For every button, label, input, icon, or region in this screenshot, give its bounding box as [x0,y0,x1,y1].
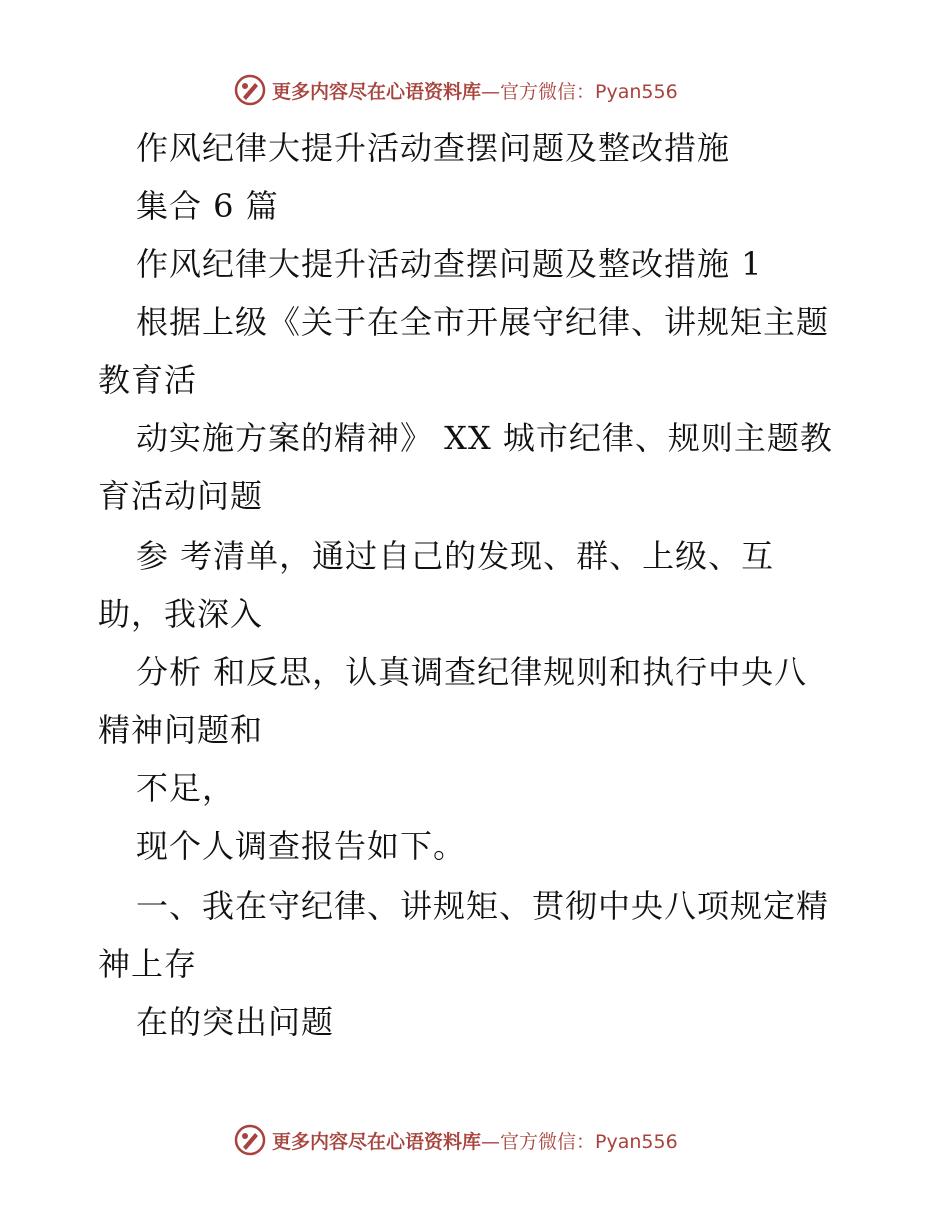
document-title-line-1: 作风纪律大提升活动查摆问题及整改措施 [136,129,731,167]
footer-banner-contact: —官方微信：Pyan556 [481,1130,678,1153]
paragraph-line: 不足， [136,769,236,807]
paragraph-line: 分析 和反思，认真调查纪律规则和执行中央八 [136,653,808,691]
paragraph-line: 在的突出问题 [136,1003,335,1041]
pen-nib-seal-icon [234,74,266,106]
paragraph-line: 动实施方案的精神》 XX 城市纪律、规则主题教 [136,419,833,457]
paragraph-line: 助，我深入 [98,595,264,633]
document-title-line-2: 集合 6 篇 [136,187,279,225]
paragraph-line: 现个人调查报告如下。 [136,827,467,865]
footer-banner-text: 更多内容尽在心语资料库 [272,1130,482,1153]
paragraph-line: 教育活 [98,361,198,399]
paragraph-line: 参 考清单，通过自己的发现、群、上级、互 [136,537,775,575]
footer-banner [234,1122,678,1158]
header-banner-contact: —官方微信：Pyan556 [481,80,678,103]
section-heading: 作风纪律大提升活动查摆问题及整改措施 1 [136,245,763,283]
pen-nib-seal-icon [234,1124,266,1156]
paragraph-line: 精神问题和 [98,711,264,749]
header-banner [234,72,678,108]
paragraph-line: 根据上级《关于在全市开展守纪律、讲规矩主题 [136,303,830,341]
header-banner-text: 更多内容尽在心语资料库 [272,80,482,103]
paragraph-line: 一、我在守纪律、讲规矩、贯彻中央八项规定精 [136,887,830,925]
paragraph-line: 育活动问题 [98,477,264,515]
paragraph-line: 神上存 [98,945,198,983]
